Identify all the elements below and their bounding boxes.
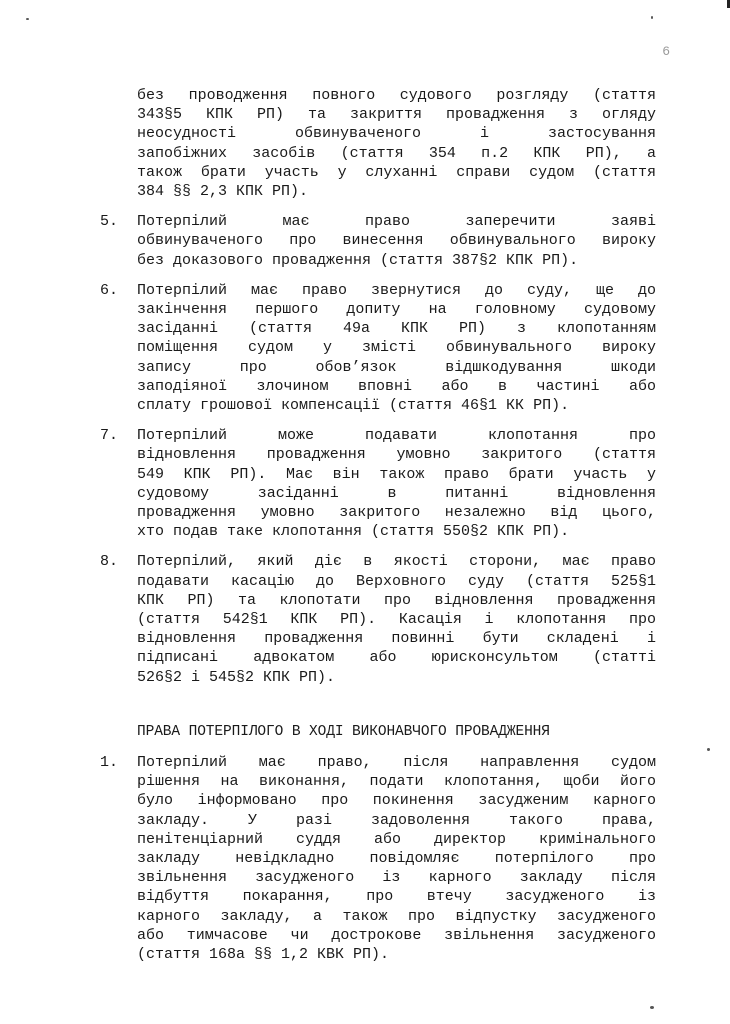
text-line: судовому засіданні в питанні відновлення: [137, 484, 656, 502]
text-line: неосудності обвинуваченого і застосування: [137, 125, 656, 143]
text-line: обвинуваченого про винесення обвинувального вироку: [137, 232, 656, 250]
text-line: запису про обов’язок відшкодування шкоди: [137, 358, 656, 376]
text-line: засіданні (стаття 49а КПК РП) з клопотанням: [137, 320, 656, 338]
document-body: [100, 86, 656, 964]
item-number: 5.: [100, 213, 119, 231]
text-line: провадження умовно закритого незалежно від цього,: [137, 504, 656, 522]
text-line: 343§5 КПК РП) та закриття провадження з огляду: [137, 106, 656, 124]
text-line: закінчення першого допиту на головному судовому: [137, 301, 656, 319]
item-number: 1.: [100, 753, 119, 771]
text-line: поміщення судом у змісті обвинувального вироку: [137, 339, 656, 357]
continuation-text: [137, 86, 656, 201]
item-text: [137, 426, 656, 541]
text-line: закладу. У разі задоволення такого права,: [137, 811, 656, 829]
text-line: хто подав таке клопотання (стаття 550§2 КПК РП).: [137, 523, 570, 541]
scan-speck: [26, 18, 29, 20]
text-line: сплату грошової компенсації (стаття 46§1 КК РП).: [137, 397, 570, 415]
page-number: 6: [662, 44, 670, 59]
text-line: Потерпілий, який діє в якості сторони, має право: [137, 553, 656, 571]
scan-speck: [651, 16, 653, 19]
text-line: 549 КПК РП). Має він також право брати участь у: [137, 465, 656, 483]
text-line: 384 §§ 2,3 КПК РП).: [137, 183, 309, 201]
text-line: рішення на виконання, подати клопотання, щоби його: [137, 773, 656, 791]
item-text: [137, 552, 656, 686]
numbered-item: [100, 281, 656, 415]
text-line: було інформовано про покинення засудженим карного: [137, 792, 656, 810]
text-line: запобіжних засобів (стаття 354 п.2 КПК РП), а: [137, 144, 656, 162]
rights-list: [100, 212, 656, 687]
text-line: Потерпілий має право заперечити заяві: [137, 213, 656, 231]
text-line: КПК РП) та клопотати про відновлення провадження: [137, 591, 656, 609]
text-line: закладу невідкладно повідомляє потерпілого про: [137, 849, 656, 867]
text-line: також брати участь у слуханні справи судом (стаття: [137, 163, 656, 181]
text-line: пенітенціарний суддя або директор кримінального: [137, 830, 656, 848]
text-line: звільнення засудженого із карного закладу після: [137, 869, 656, 887]
numbered-item: [100, 212, 656, 270]
text-line: або тимчасове чи дострокове звільнення засудженого: [137, 926, 656, 944]
text-line: відновлення провадження повинні бути складені і: [137, 630, 656, 648]
text-line: карного закладу, а також про відпустку засудженого: [137, 907, 656, 925]
text-line: без проводження повного судового розгляду (стаття: [137, 87, 656, 104]
text-line: подавати касацію до Верховного суду (стаття 525§1: [137, 572, 656, 590]
numbered-item: [100, 753, 656, 964]
item-number: 7.: [100, 427, 119, 445]
scan-speck: [707, 748, 710, 751]
section-heading: ПРАВА ПОТЕРПІЛОГО В ХОДІ ВИКОНАВЧОГО ПРОВАДЖЕННЯ: [137, 723, 550, 740]
text-line: 526§2 і 545§2 КПК РП).: [137, 668, 336, 686]
item-text: [137, 753, 656, 964]
enforcement-rights-list: [100, 753, 656, 964]
text-line: підписані адвокатом або юрисконсультом (статті: [137, 649, 656, 667]
text-line: (стаття 168а §§ 1,2 КВК РП).: [137, 945, 390, 963]
numbered-item: [100, 552, 656, 686]
text-line: Потерпілий має право звернутися до суду, ще до: [137, 281, 656, 299]
text-line: відновлення провадження умовно закритого (стаття: [137, 446, 656, 464]
numbered-item: [100, 426, 656, 541]
item-number: 6.: [100, 281, 119, 299]
text-line: заподіяної злочином вповні або в частині або: [137, 377, 656, 395]
item-number: 8.: [100, 553, 119, 571]
text-line: без доказового провадження (стаття 387§2 КПК РП).: [137, 251, 579, 269]
item-text: [137, 281, 656, 415]
text-line: відбуття покарання, про втечу засудженого із: [137, 888, 656, 906]
text-line: (стаття 542§1 КПК РП). Касація і клопотання про: [137, 611, 656, 629]
item-text: [137, 212, 656, 270]
continuation-paragraph: [100, 86, 656, 201]
text-line: Потерпілий має право, після направлення судом: [137, 753, 656, 771]
text-line: Потерпілий може подавати клопотання про: [137, 427, 656, 445]
scan-speck: [650, 1006, 654, 1009]
